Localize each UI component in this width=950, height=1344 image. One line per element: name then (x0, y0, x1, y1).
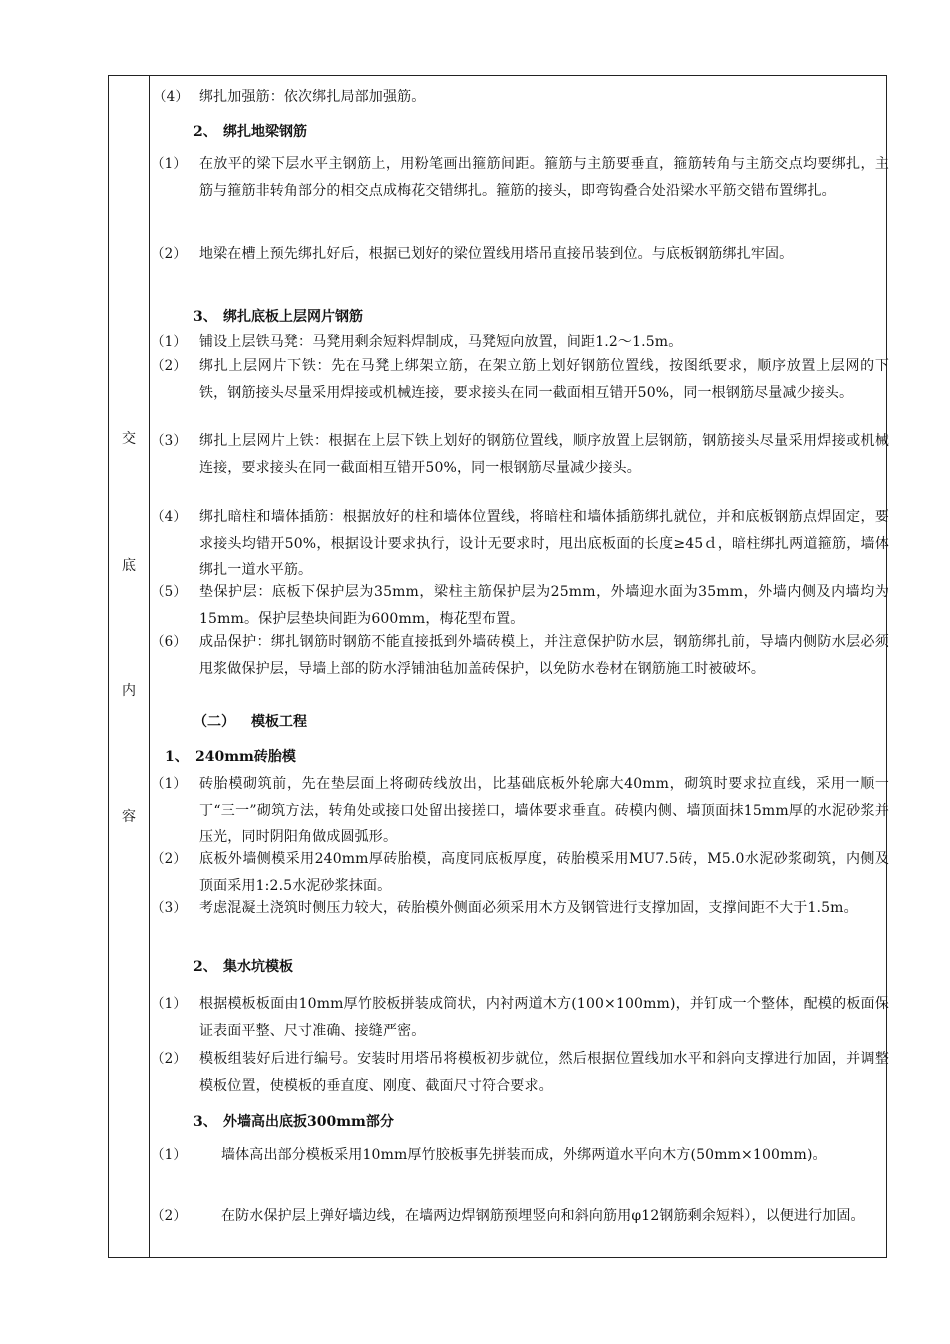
heading-number: 3、 (193, 1114, 217, 1130)
item-number: （1） (151, 334, 188, 350)
item-text: 铺设上层铁马凳：马凳用剩余短料焊制成，马凳短向放置，间距1.2～1.5m。 (199, 334, 683, 350)
list-item (151, 895, 889, 922)
list-item (152, 84, 889, 111)
heading-number: 3、 (193, 309, 217, 325)
item-number: （1） (151, 776, 188, 792)
item-text: 成品保护：绑扎钢筋时钢筋不能直接抵到外墙砖模上，并注意保护防水层，钢筋绑扎前，导墙内侧防水层必须甩浆做保护层，导墙上部的防水浮铺油毡加盖砖保护，以免防水卷材在钢筋施工时被破坏。 (199, 634, 889, 677)
document-table (108, 75, 887, 1258)
item-number: （4） (151, 509, 188, 525)
item-number: （6） (151, 634, 188, 650)
item-number: （1） (151, 1147, 188, 1163)
item-text: 绑扎暗柱和墙体插筋：根据放好的柱和墙体位置线，将暗柱和墙体插筋绑扎就位，并和底板钢筋点焊固定，要求接头均错开50%，根据设计要求执行，设计无要求时，甩出底板面的长度≥45ｄ，暗柱绑扎两道箍筋，墙体绑扎一道水平筋。 (199, 509, 889, 579)
item-number: （2） (151, 358, 188, 374)
list-item (151, 1046, 889, 1099)
item-text: 砖胎模砌筑前，先在垫层面上将砌砖线放出，比基础底板外轮廓大40mm，砌筑时要求拉直线，采用一顺一丁“三一”砌筑方法，转角处或接口处留出接搓口，墙体要求垂直。砖模内侧、墙顶面抹15mm厚的水泥砂浆并压光，同时阴阳角做成圆弧形。 (199, 776, 889, 846)
list-item (151, 504, 889, 584)
section-heading (193, 709, 307, 735)
item-text: 根据模板板面由10mm厚竹胶板拼装成筒状，内衬两道木方(100×100mm)，并钉成一个整体，配模的板面保证表面平整、尺寸准确、接缝严密。 (199, 996, 889, 1039)
item-number: （1） (151, 156, 188, 172)
list-item (151, 353, 889, 406)
side-label-char: 底 (122, 558, 136, 574)
item-text: 在放平的梁下层水平主钢筋上，用粉笔画出箍筋间距。箍筋与主筋要垂直，箍筋转角与主筋交点均要绑扎，主筋与箍筋非转角部分的相交点成梅花交错绑扎。箍筋的接头，即弯钩叠合处沿梁水平筋交错布置绑扎。 (199, 156, 889, 199)
side-label-column (109, 76, 150, 1257)
content-cell (151, 76, 889, 1257)
item-number: （3） (151, 900, 188, 916)
item-number: （2） (151, 1208, 188, 1224)
side-label-char: 交 (122, 431, 136, 447)
list-item (151, 329, 889, 356)
item-text: 底板外墙侧模采用240mm厚砖胎模，高度同底板厚度，砖胎模采用MU7.5砖，M5.0水泥砂浆砌筑，内侧及顶面采用1:2.5水泥砂浆抹面。 (199, 851, 889, 894)
section-heading (193, 304, 363, 330)
side-label-char: 容 (122, 809, 136, 825)
item-text: 地梁在槽上预先绑扎好后，根据已划好的梁位置线用塔吊直接吊装到位。与底板钢筋绑扎牢固。 (199, 246, 794, 262)
item-number: （2） (151, 851, 188, 867)
section-heading (165, 744, 296, 770)
list-item (151, 771, 889, 851)
heading-text: 模板工程 (251, 714, 307, 730)
heading-text: 绑扎底板上层网片钢筋 (223, 309, 363, 325)
side-label-char: 内 (122, 683, 136, 699)
list-item (151, 629, 889, 682)
item-text: 绑扎上层网片下铁：先在马凳上绑架立筋，在架立筋上划好钢筋位置线，按图纸要求，顺序放置上层网的下铁，钢筋接头尽量采用焊接或机械连接，要求接头在同一截面相互错开50%，同一根钢筋尽量减少接头。 (199, 358, 889, 401)
list-item (151, 1142, 885, 1169)
item-text: 在防水保护层上弹好墙边线，在墙两边焊钢筋预埋竖向和斜向筋用φ12钢筋剩余短料），以便进行加固。 (221, 1208, 865, 1224)
heading-number: （二） (193, 714, 235, 730)
item-text: 绑扎上层网片上铁：根据在上层下铁上划好的钢筋位置线，顺序放置上层钢筋，钢筋接头尽量采用焊接或机械连接，要求接头在同一截面相互错开50%，同一根钢筋尽量减少接头。 (199, 433, 889, 476)
list-item (151, 846, 889, 899)
list-item (151, 579, 889, 632)
item-text: 模板组装好后进行编号。安装时用塔吊将模板初步就位，然后根据位置线加水平和斜向支撑进行加固，并调整模板位置，使模板的垂直度、刚度、截面尺寸符合要求。 (199, 1051, 889, 1094)
item-number: （2） (151, 246, 188, 262)
heading-number: 1、 (165, 749, 189, 765)
item-number: （1） (151, 996, 188, 1012)
section-heading (193, 119, 307, 145)
item-text: 墙体高出部分模板采用10mm厚竹胶板事先拼装而成，外绑两道水平向木方(50mm×100mm)。 (221, 1147, 827, 1163)
section-heading (193, 954, 293, 980)
list-item (151, 428, 889, 481)
item-number: （4） (152, 89, 190, 105)
list-item (151, 1203, 885, 1230)
item-number: （5） (151, 584, 188, 600)
heading-text: 240mm砖胎模 (195, 749, 296, 765)
heading-text: 集水坑模板 (223, 959, 293, 975)
item-number: （3） (151, 433, 188, 449)
item-text: 垫保护层：底板下保护层为35mm，梁柱主筋保护层为25mm，外墙迎水面为35mm，外墙内侧及内墙均为15mm。保护层垫块间距为600mm，梅花型布置。 (199, 584, 889, 627)
list-item (151, 241, 889, 268)
item-number: （2） (151, 1051, 188, 1067)
list-item (151, 991, 889, 1044)
heading-number: 2、 (193, 124, 217, 140)
item-text: 考虑混凝土浇筑时侧压力较大，砖胎模外侧面必须采用木方及钢管进行支撑加固，支撑间距不大于1.5m。 (199, 900, 858, 916)
item-text: 绑扎加强筋：依次绑扎局部加强筋。 (199, 89, 426, 105)
heading-number: 2、 (193, 959, 217, 975)
list-item (151, 151, 889, 204)
section-heading (193, 1109, 394, 1135)
heading-text: 绑扎地梁钢筋 (223, 124, 307, 140)
heading-text: 外墙高出底扳300mm部分 (223, 1114, 394, 1130)
